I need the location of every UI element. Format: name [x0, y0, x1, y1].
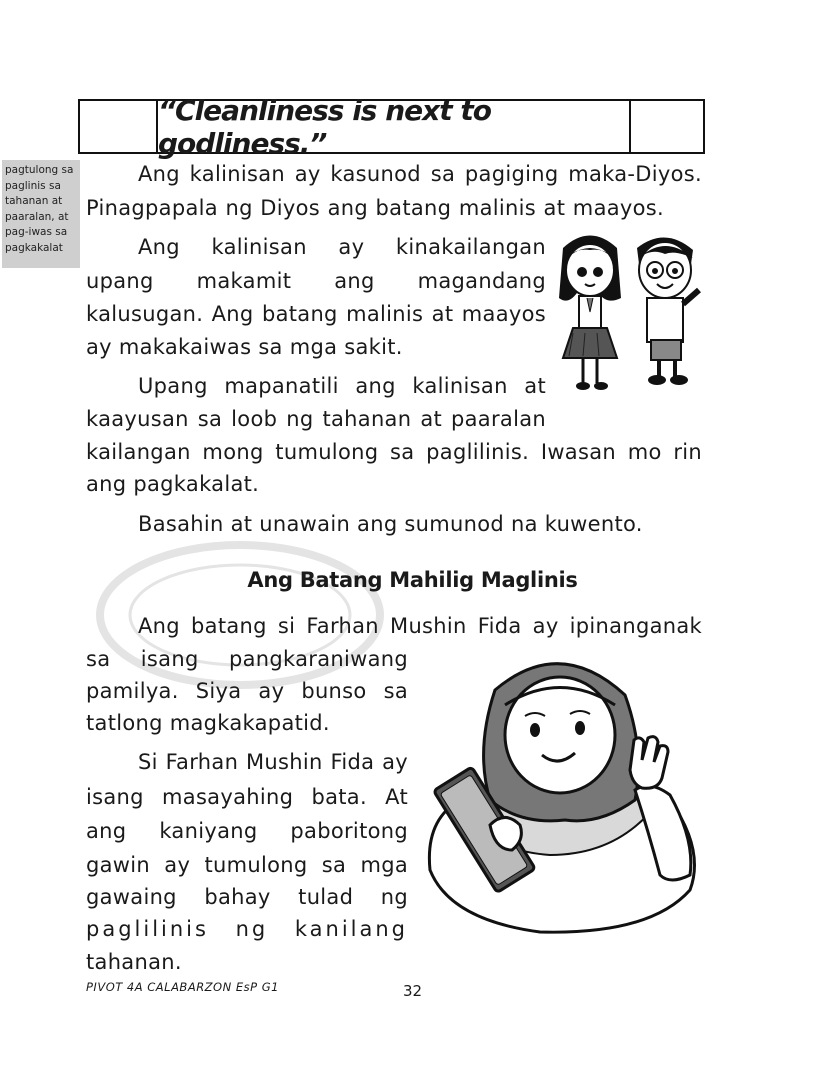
gloss-line: paglinis sa [5, 179, 61, 192]
para2-line2: upang makamit ang magandang [86, 269, 546, 293]
gloss-line: pagkakalat [5, 241, 63, 254]
para3-line3: kailangan mong tumulong sa paglilinis. Iwasan mo rin [86, 440, 702, 464]
para2-line4: ay makakaiwas sa mga sakit. [86, 335, 403, 359]
gloss-line: pag-iwas sa [5, 226, 68, 238]
story-p1-line3: pamilya. Siya ay bunso sa [86, 679, 408, 703]
para1-line2: Pinagpapala ng Diyos ang batang malinis at maayos. [86, 196, 664, 220]
para2-line3: kalusugan. Ang batang malinis at maayos [86, 302, 546, 326]
para3-line1: Upang mapanatili ang kalinisan at [138, 374, 546, 398]
story-p2-line7: tahanan. [86, 950, 182, 974]
story-p1-line4: tatlong magkakapatid. [86, 711, 330, 735]
para3-line4: ang pagkakalat. [86, 472, 260, 496]
gloss-line: pagtulong sa [5, 164, 74, 176]
story-p2-line5: gawaing bahay tulad ng [86, 885, 408, 909]
story-p2-line2: isang masayahing bata. At [86, 785, 408, 809]
story-p2-line6: paglilinis ng kanilang [86, 917, 408, 941]
quote-banner [78, 93, 705, 160]
story-p2-line4: gawin ay tumulong sa mga [86, 853, 408, 877]
story-p1-line2: sa isang pangkaraniwang [86, 647, 408, 671]
children-illustration-icon [555, 228, 705, 398]
para2-line1: Ang kalinisan ay kinakailangan [138, 235, 546, 259]
banner-right-cell [629, 101, 703, 152]
hijab-girl-illustration-icon [420, 650, 710, 935]
para4-line1: Basahin at unawain ang sumunod na kuwento. [138, 512, 643, 536]
glossary-note [2, 160, 80, 268]
story-p2-line1: Si Farhan Mushin Fida ay [138, 750, 408, 774]
page-number: 32 [403, 982, 423, 1000]
gloss-line: paaralan, at [5, 210, 69, 223]
para3-line2: kaayusan sa loob ng tahanan at paaralan [86, 407, 546, 431]
story-title: Ang Batang Mahilig Maglinis [247, 568, 578, 592]
banner-quote: “Cleanliness is next to godliness.” [158, 93, 491, 160]
footer-label: PIVOT 4A CALABARZON EsP G1 [86, 980, 279, 994]
story-p2-line3: ang kaniyang paboritong [86, 819, 408, 843]
para1-line1: Ang kalinisan ay kasunod sa pagiging maka-Diyos. [138, 162, 702, 186]
gloss-line: tahanan at [5, 195, 63, 207]
story-p1-line1: Ang batang si Farhan Mushin Fida ay ipinanganak [138, 614, 702, 638]
banner-left-cell [80, 101, 158, 152]
